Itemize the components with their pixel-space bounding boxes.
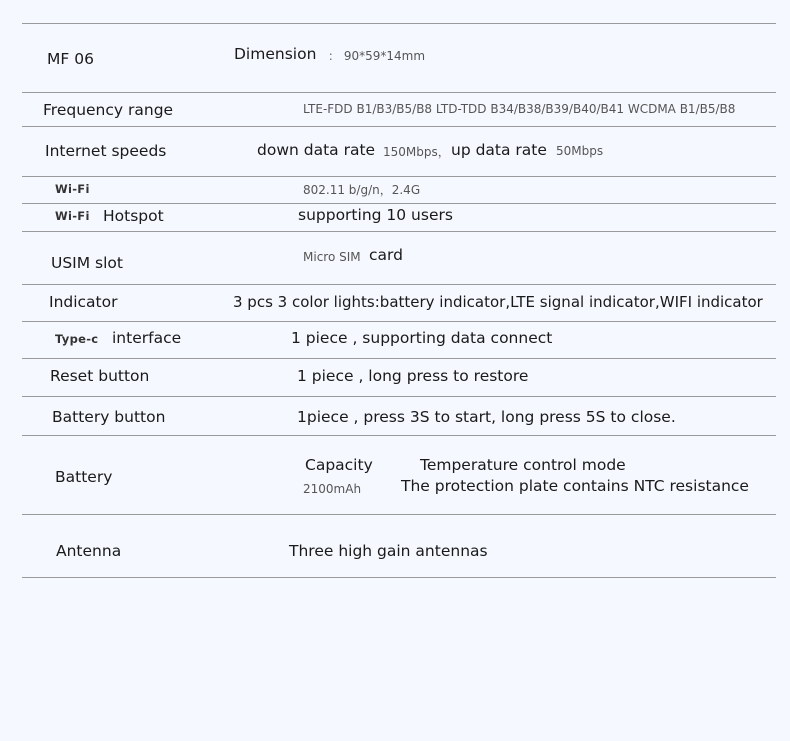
dimension-value: ： 90*59*14mm <box>328 49 426 63</box>
hotspot-prefix: Wi-Fi <box>55 209 90 223</box>
row-divider <box>22 396 776 397</box>
usim-label: USIM slot <box>51 254 123 272</box>
down-rate-value: 150Mbps， <box>383 145 450 159</box>
hotspot-label: Hotspot <box>103 207 164 225</box>
row-divider <box>22 358 776 359</box>
dimension-label: Dimension <box>234 45 317 63</box>
usim-value: card <box>369 246 403 264</box>
antenna-value: Three high gain antennas <box>289 542 488 560</box>
row-divider <box>22 23 776 24</box>
capacity-label: Capacity <box>305 456 373 474</box>
indicator-value: 3 pcs 3 color lights:battery indicator,LTE signal indicator,WIFI indicator <box>233 293 763 311</box>
typec-value: 1 piece , supporting data connect <box>291 329 553 347</box>
frequency-value: LTE-FDD B1/B3/B5/B8 LTD-TDD B34/B38/B39/B40/B41 WCDMA B1/B5/B8 <box>303 102 736 116</box>
row-divider <box>22 435 776 436</box>
wifi-value: 802.11 b/g/n，2.4G <box>303 183 421 197</box>
up-rate-label: up data rate <box>451 141 547 159</box>
down-rate-label: down data rate <box>257 141 376 159</box>
row-divider <box>22 577 776 578</box>
up-rate-value: 50Mbps <box>556 144 604 158</box>
row-divider <box>22 203 776 204</box>
temperature-value: The protection plate contains NTC resistance <box>401 477 749 495</box>
wifi-label: Wi-Fi <box>55 182 90 196</box>
antenna-label: Antenna <box>56 542 122 560</box>
reset-label: Reset button <box>50 367 150 385</box>
typec-label: interface <box>112 329 182 347</box>
hotspot-value: supporting 10 users <box>298 206 453 224</box>
indicator-label: Indicator <box>49 293 118 311</box>
temperature-label: Temperature control mode <box>420 456 626 474</box>
battery-button-value: 1piece , press 3S to start, long press 5S to close. <box>297 408 676 426</box>
battery-label: Battery <box>55 468 113 486</box>
model-name: MF 06 <box>47 50 94 68</box>
row-divider <box>22 514 776 515</box>
row-divider <box>22 176 776 177</box>
row-divider <box>22 92 776 93</box>
speeds-label: Internet speeds <box>45 142 167 160</box>
battery-button-label: Battery button <box>52 408 166 426</box>
reset-value: 1 piece , long press to restore <box>297 367 529 385</box>
usim-value-type: Micro SIM <box>303 250 361 264</box>
row-divider <box>22 126 776 127</box>
frequency-label: Frequency range <box>43 101 174 119</box>
capacity-value: 2100mAh <box>303 482 362 496</box>
row-divider <box>22 321 776 322</box>
typec-prefix: Type-c <box>55 332 99 346</box>
row-divider <box>22 231 776 232</box>
row-divider <box>22 284 776 285</box>
